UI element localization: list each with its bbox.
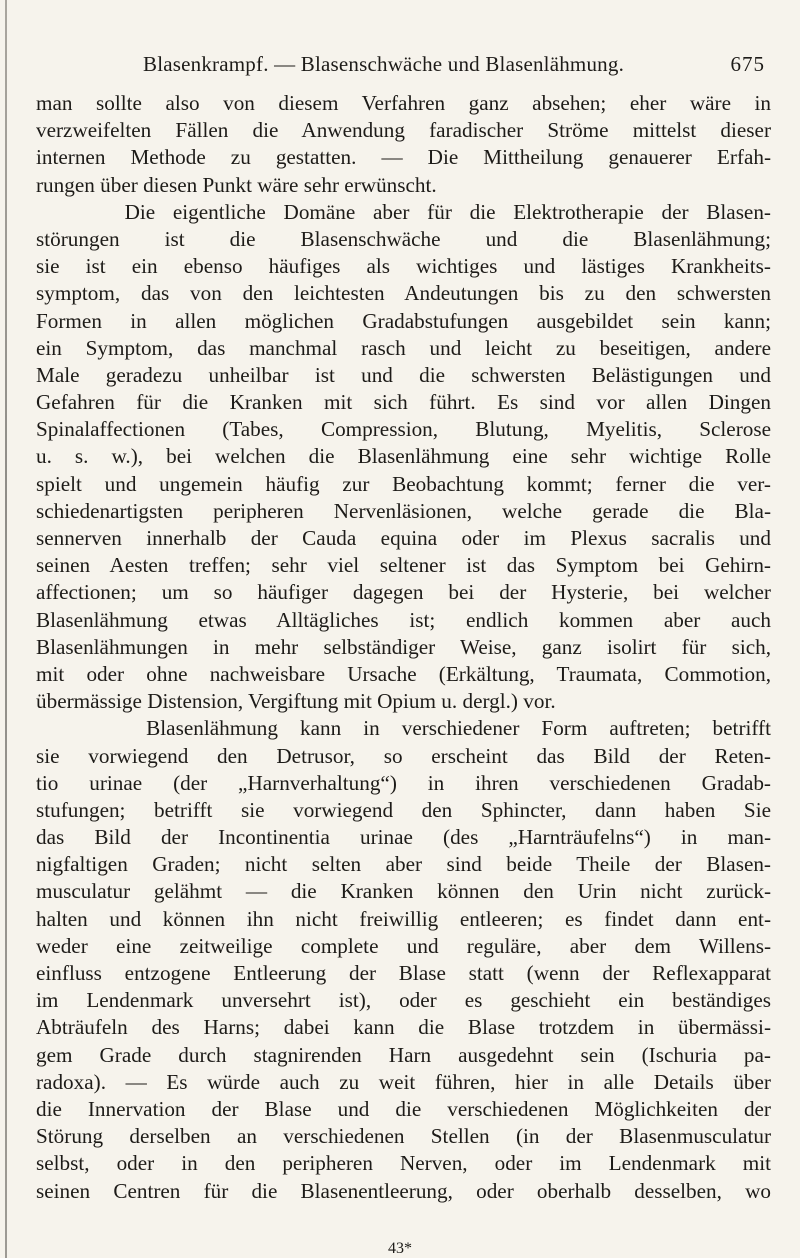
text-line: sennerven innerhalb der Cauda equina oder im Plexus sacralis und <box>36 526 771 550</box>
text-line: Spinalaffectionen (Tabes, Compression, Blutung, Myelitis, Sclerose <box>36 417 771 442</box>
text-line: schiedenartigsten peripheren Nervenläsionen, welche gerade die Bla- <box>36 498 771 523</box>
text-line: man sollte also von diesem Verfahren ganz absehen; eher wäre in <box>36 91 771 115</box>
text-line: Störung derselben an verschiedenen Stellen (in der Blasenmusculatur <box>36 1124 771 1149</box>
text-line: störungen ist die Blasenschwäche und die Blasenlähmung; <box>36 226 771 251</box>
text-line: Die eigentliche Domäne aber für die Elektrotherapie der Blasen- <box>36 199 771 224</box>
page-header <box>36 52 771 80</box>
body-text <box>36 90 771 1205</box>
signature-mark: 43* <box>388 1240 412 1257</box>
page-edge-shadow <box>5 0 7 1258</box>
text-line: sie vorwiegend den Detrusor, so erscheint das Bild der Reten- <box>36 743 771 768</box>
text-line: rungen über diesen Punkt wäre sehr erwünscht. <box>36 172 437 197</box>
running-title: Blasenkrampf. — Blasenschwäche und Blasenlähmung. <box>143 52 625 76</box>
text-line: selbst, oder in den peripheren Nerven, oder im Lendenmark mit <box>36 1151 771 1176</box>
text-line: stufungen; betrifft sie vorwiegend den Sphincter, dann haben Sie <box>36 797 771 822</box>
text-line: symptom, das von den leichtesten Andeutungen bis zu den schwersten <box>36 281 771 306</box>
text-line: einfluss entzogene Entleerung der Blase statt (wenn der Reflexapparat <box>36 961 771 985</box>
text-line: nigfaltigen Graden; nicht selten aber sind beide Theile der Blasen- <box>36 852 771 877</box>
text-line: im Lendenmark unversehrt ist), oder es geschieht ein beständiges <box>36 988 771 1013</box>
text-line: gem Grade durch stagnirenden Harn ausgedehnt sein (Ischuria pa- <box>36 1042 771 1067</box>
text-line: Blasenlähmung kann in verschiedener Form auftreten; betrifft <box>36 716 771 741</box>
text-line: mit oder ohne nachweisbare Ursache (Erkältung, Traumata, Commotion, <box>36 661 771 686</box>
text-line: radoxa). — Es würde auch zu weit führen, hier in alle Details über <box>36 1069 771 1094</box>
text-line: musculatur gelähmt — die Kranken können den Urin nicht zurück- <box>36 879 771 904</box>
text-line: sie ist ein ebenso häufiges als wichtiges und lästiges Krankheits- <box>36 254 771 279</box>
text-line: affectionen; um so häufiger dagegen bei der Hysterie, bei welcher <box>36 580 771 605</box>
text-line: internen Methode zu gestatten. — Die Mittheilung genauerer Erfah- <box>36 145 771 170</box>
text-line: übermässige Distension, Vergiftung mit Opium u. dergl.) vor. <box>36 689 556 714</box>
text-line: das Bild der Incontinentia urinae (des „Harnträufelns“) in man- <box>36 825 771 850</box>
text-line: Blasenlähmung etwas Alltägliches ist; endlich kommen aber auch <box>36 607 771 632</box>
text-line: Gefahren für die Kranken mit sich führt. Es sind vor allen Dingen <box>36 390 771 415</box>
text-line: weder eine zeitweilige complete und reguläre, aber dem Willens- <box>36 933 771 958</box>
text-line: halten und können ihn nicht freiwillig entleeren; es findet dann ent- <box>36 906 771 931</box>
book-page <box>36 52 771 1205</box>
text-line: spielt und ungemein häufig zur Beobachtung kommt; ferner die ver- <box>36 471 771 496</box>
text-line: Abträufeln des Harns; dabei kann die Blase trotzdem in übermässi- <box>36 1015 771 1040</box>
text-line: Formen in allen möglichen Gradabstufungen ausgebildet sein kann; <box>36 308 771 333</box>
text-line: seinen Centren für die Blasenentleerung, oder oberhalb desselben, wo <box>36 1178 771 1203</box>
text-line: seinen Aesten treffen; sehr viel seltener ist das Symptom bei Gehirn- <box>36 553 771 578</box>
text-line: Blasenlähmungen in mehr selbständiger Weise, ganz isolirt für sich, <box>36 634 771 659</box>
text-line: verzweifelten Fällen die Anwendung faradischer Ströme mittelst dieser <box>36 118 771 143</box>
text-line: tio urinae (der „Harnverhaltung“) in ihren verschiedenen Gradab- <box>36 770 771 795</box>
text-line: Male geradezu unheilbar ist und die schwersten Belästigungen und <box>36 362 771 387</box>
page-number: 675 <box>730 52 765 76</box>
text-line: die Innervation der Blase und die verschiedenen Möglichkeiten der <box>36 1096 771 1121</box>
text-line: u. s. w.), bei welchen die Blasenlähmung eine sehr wichtige Rolle <box>36 444 771 469</box>
text-line: ein Symptom, das manchmal rasch und leicht zu beseitigen, andere <box>36 335 771 360</box>
